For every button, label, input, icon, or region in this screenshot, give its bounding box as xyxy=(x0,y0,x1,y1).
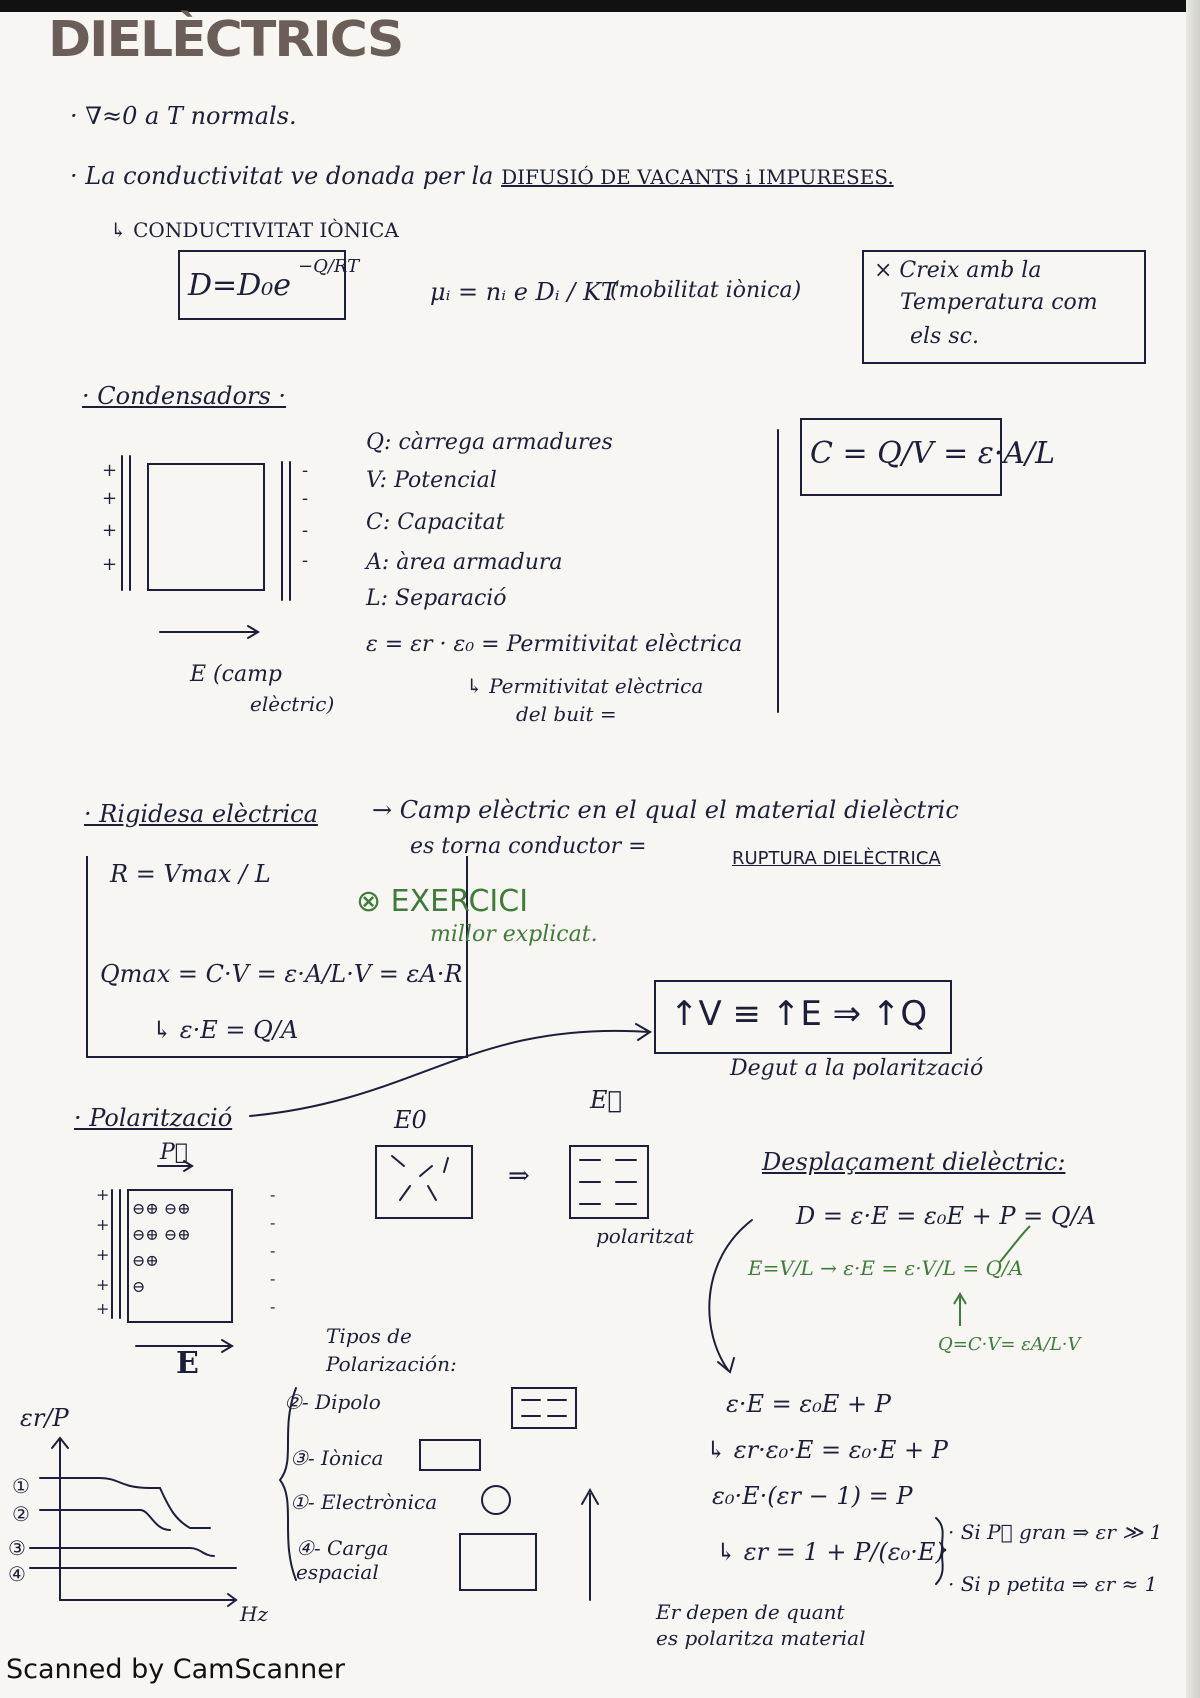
desplacament-formula: D = ε·E = ε₀E + P = Q/A xyxy=(796,1202,1096,1230)
svg-text:+: + xyxy=(102,460,118,481)
svg-text:+: + xyxy=(102,520,118,541)
capacitor-figure xyxy=(122,456,290,638)
capacity-formula: C = Q/V = ε·A/L xyxy=(810,436,1056,471)
svg-text:-: - xyxy=(302,460,309,481)
graph-marker: ④ xyxy=(8,1562,26,1586)
svg-text:+: + xyxy=(96,1245,110,1264)
scan-right-edge xyxy=(1186,0,1200,1698)
mobility-formula: μᵢ = nᵢ e Dᵢ / KT xyxy=(430,278,617,306)
capacity-relation: Q=C·V= εA/L·V xyxy=(938,1334,1081,1355)
svg-text:⊖: ⊖ xyxy=(132,1277,146,1296)
rigidesa-desc: → Camp elèctric en el qual el material dielèctric xyxy=(372,796,959,824)
rigidesa-formula-2: Qmax = C·V = ε·A/L·V = εA·R xyxy=(100,960,463,988)
graph-xlabel: Hz xyxy=(240,1602,268,1626)
temperature-note-line: × Creix amb la xyxy=(874,258,1042,283)
tipos-bracket xyxy=(280,1388,296,1580)
svg-text:+: + xyxy=(96,1299,110,1318)
exercici-note: millor explicat. xyxy=(430,922,598,947)
desplacament-heading: Desplaçament dielèctric: xyxy=(762,1148,1066,1176)
scan-top-edge xyxy=(0,0,1200,12)
def-item: L: Separació xyxy=(366,586,507,611)
capacitor-plus-signs xyxy=(102,460,308,575)
electronica-circle xyxy=(482,1486,510,1514)
p-vector-label: P⃗ xyxy=(160,1140,189,1165)
dipole-symbols xyxy=(96,1185,275,1318)
svg-text:-: - xyxy=(302,488,309,509)
rigidesa-formula-1: R = Vmax / L xyxy=(110,860,271,888)
result-formula: ↑V ≡ ↑E ⇒ ↑Q xyxy=(670,994,928,1034)
scanner-watermark: Scanned by CamScanner xyxy=(6,1654,345,1685)
bullet-conductivity-text: · La conductivitat ve donada per la xyxy=(70,162,494,190)
svg-text:⇒: ⇒ xyxy=(508,1161,530,1191)
svg-text:⊖⊕ ⊖⊕: ⊖⊕ ⊖⊕ xyxy=(132,1225,191,1244)
case-note: · Si p petita ⇒ εr ≈ 1 xyxy=(948,1572,1158,1596)
svg-text:-: - xyxy=(270,1297,276,1316)
capacity-formula-box xyxy=(800,418,1056,496)
exercici-label: ⊗ EXERCICI xyxy=(356,884,529,919)
section-condensadors: · Condensadors · xyxy=(82,382,287,410)
equation-step: ε·E = ε₀E + P xyxy=(726,1390,891,1418)
result-note: Degut a la polarització xyxy=(730,1056,984,1081)
result-box xyxy=(654,980,952,1054)
graph-marker: ① xyxy=(12,1474,30,1498)
svg-text:-: - xyxy=(270,1241,276,1260)
def-item: ε = εr · ε₀ = Permitivitat elèctrica xyxy=(366,632,743,657)
depen-note: es polaritza material xyxy=(656,1626,866,1650)
svg-text:-: - xyxy=(270,1213,276,1232)
temperature-note-box xyxy=(862,250,1146,364)
aligned-arrows xyxy=(580,1160,636,1204)
temperature-note-line: els sc. xyxy=(910,324,979,349)
svg-text:+: + xyxy=(96,1215,110,1234)
tipo-item: ②- Dipolo xyxy=(284,1390,381,1414)
tipos-title: Polarización: xyxy=(326,1352,457,1376)
section-desplacament xyxy=(762,1148,1065,1176)
svg-text:⊖⊕ ⊖⊕: ⊖⊕ ⊖⊕ xyxy=(132,1199,191,1218)
field-label: E (camp xyxy=(190,662,283,687)
equation-step: ↳ εr·ε₀·E = ε₀·E + P xyxy=(706,1436,948,1464)
tipos-title: Tipos de xyxy=(326,1324,412,1348)
section-rigidesa: · Rigidesa elèctrica xyxy=(84,800,318,828)
rigidesa-formula-3: ↳ ε·E = Q/A xyxy=(152,1016,299,1044)
def-item: Q: càrrega armadures xyxy=(366,430,613,455)
polaritzat-label: polaritzat xyxy=(596,1224,694,1248)
e0-label: E0 xyxy=(394,1106,427,1134)
aligned-dipoles-box xyxy=(570,1146,648,1218)
svg-text:+: + xyxy=(96,1185,110,1204)
tipo-item: ①- Electrònica xyxy=(290,1490,438,1514)
graph-marker: ② xyxy=(12,1502,30,1526)
ionica-box xyxy=(420,1440,480,1470)
equation-step: ↳ εr = 1 + P/(ε₀·E) xyxy=(716,1538,945,1566)
desplacament-derivation: E=V/L → ε·E = ε·V/L = Q/A xyxy=(748,1256,1024,1280)
rigidesa-emph: RUPTURA DIELÈCTRICA xyxy=(732,848,941,869)
temperature-note-line: Temperatura com xyxy=(900,290,1098,315)
e-field-label: E xyxy=(176,1346,199,1381)
svg-text:+: + xyxy=(102,554,118,575)
random-arrows xyxy=(392,1156,448,1200)
e-vector-label: E⃗ xyxy=(590,1086,622,1114)
diffusion-formula: D=D₀e xyxy=(188,268,292,303)
section-polaritzacio: · Polarització xyxy=(74,1104,233,1132)
polarized-capacitor xyxy=(112,1161,232,1352)
svg-text:-: - xyxy=(302,520,309,541)
svg-text:+: + xyxy=(102,488,118,509)
diffusion-formula-box xyxy=(178,250,360,320)
tipo-item: ④- Carga espacial xyxy=(296,1536,389,1584)
bullet-conductivity-emph: DIFUSIÓ DE VACANTS i IMPURESES. xyxy=(501,165,894,189)
carga-espacial-box xyxy=(460,1534,536,1590)
mobility-note: (mobilitat iònica) xyxy=(610,278,802,303)
bullet-gradient-note: · ∇≈0 a T normals. xyxy=(70,102,297,130)
def-item: V: Potencial xyxy=(366,468,497,493)
page-title: DIELÈCTRICS xyxy=(48,11,403,69)
tipo-item: ③- Iònica xyxy=(290,1446,384,1470)
derivation-arrow xyxy=(709,1220,752,1370)
svg-text:+: + xyxy=(96,1275,110,1294)
depen-note: Er depen de quant xyxy=(656,1600,845,1624)
case-note: · Si P⃗ gran ⇒ εr ≫ 1 xyxy=(948,1520,1163,1544)
random-dipoles-box xyxy=(376,1146,472,1218)
def-item: del buit = xyxy=(516,702,617,726)
svg-text:-: - xyxy=(302,550,309,571)
bullet-conductivity xyxy=(70,162,894,190)
svg-text:-: - xyxy=(270,1185,276,1204)
field-label: elèctric) xyxy=(250,692,335,716)
svg-text:-: - xyxy=(270,1269,276,1288)
ionic-conductivity-label: ↳ CONDUCTIVITAT IÒNICA xyxy=(110,218,399,242)
def-item: A: àrea armadura xyxy=(366,550,563,575)
def-item: ↳ Permitivitat elèctrica xyxy=(466,674,704,698)
svg-text:⊖⊕: ⊖⊕ xyxy=(132,1251,159,1270)
equation-step: ε₀·E·(εr − 1) = P xyxy=(712,1482,913,1510)
graph-marker: ③ xyxy=(8,1536,26,1560)
polarization-graph xyxy=(30,1438,236,1606)
dipolo-box xyxy=(512,1388,576,1428)
rigidesa-desc: es torna conductor = xyxy=(410,834,647,859)
def-item: C: Capacitat xyxy=(366,510,505,535)
graph-ylabel: εr/P xyxy=(20,1404,69,1432)
diffusion-exponent: −Q/RT xyxy=(298,256,360,277)
